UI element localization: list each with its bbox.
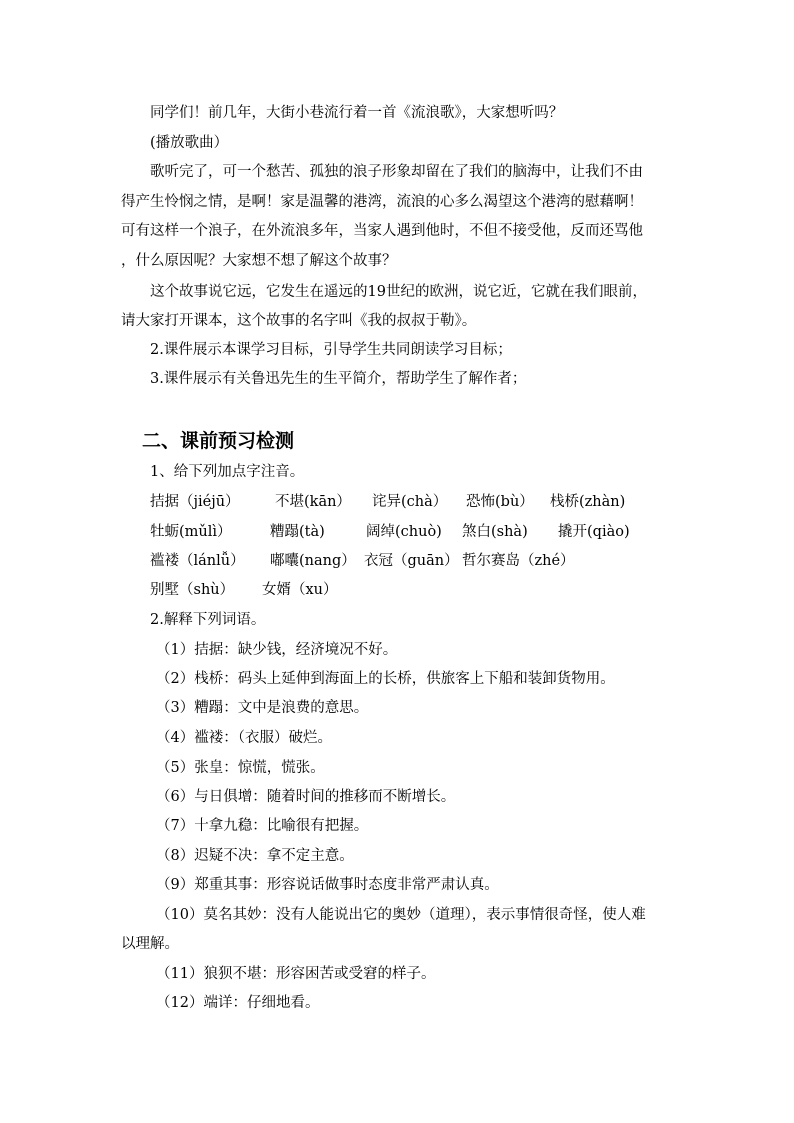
question-1: 1、给下列加点字注音。 xyxy=(150,464,305,480)
definition-item: （4）褴褛：（衣服）破烂。 xyxy=(156,730,332,746)
intro-step-3: 3.课件展示有关鲁迅先生的生平简介，帮助学生了解作者； xyxy=(150,371,527,387)
definition-item: （2）栈桥：码头上延伸到海面上的长桥，供旅客上下船和装卸货物用。 xyxy=(156,671,615,687)
pinyin-item: 褴褛（lánlǚ） xyxy=(150,553,245,569)
section-heading: 二、课前预习检测 xyxy=(142,430,295,452)
intro-paragraph-3-line-4: ，什么原因呢？大家想不想了解这个故事？ xyxy=(121,253,397,269)
pinyin-item: 拮据（jiéjū） xyxy=(150,494,240,510)
definition-item: （7）十拿九稳：比喻很有把握。 xyxy=(156,818,369,834)
pinyin-item: 糟蹋(tà) xyxy=(270,524,325,540)
pinyin-item: 诧异(chà） xyxy=(372,494,448,510)
definition-item: （3）糟蹋：文中是浪费的意思。 xyxy=(156,700,369,716)
pinyin-item: 牡蛎(mǔlì） xyxy=(150,524,232,540)
definition-item-10-line-1: （10）莫名其妙：没有人能说出它的奥妙（道理），表示事情很奇怪，使人难 xyxy=(156,907,646,923)
definition-item: （12）端详：仔细地看。 xyxy=(156,995,320,1011)
definition-item: （9）郑重其事：形容说话做事时态度非常严肃认真。 xyxy=(156,877,499,893)
intro-paragraph-3-line-2: 得产生怜悯之情，是啊！家是温馨的港湾，流浪的心多么渴望这个港湾的慰藉啊！ xyxy=(121,194,643,210)
intro-step-2: 2.课件展示本课学习目标，引导学生共同朗读学习目标； xyxy=(150,342,512,358)
intro-paragraph-3-line-3: 可有这样一个浪子，在外流浪多年，当家人遇到他时，不但不接受他，反而还骂他 xyxy=(121,223,643,239)
intro-paragraph-4-line-1: 这个故事说它远，它发生在遥远的19世纪的欧洲，说它近，它就在我们眼前， xyxy=(150,284,647,300)
definition-item: （11）狼狈不堪：形容困苦或受窘的样子。 xyxy=(156,966,436,982)
intro-paragraph-4-line-2: 请大家打开课本，这个故事的名字叫《我的叔叔于勒》。 xyxy=(121,313,477,329)
pinyin-item: 嘟囔(nang） xyxy=(270,553,356,569)
definition-item: （6）与日俱增：随着时间的推移而不断增长。 xyxy=(156,789,456,805)
pinyin-item: 别墅（shù） xyxy=(150,582,235,598)
intro-paragraph-3-line-1: 歌听完了，可一个愁苦、孤独的浪子形象却留在了我们的脑海中，让我们不由 xyxy=(150,164,643,180)
pinyin-item: 恐怖(bù） xyxy=(466,494,534,510)
question-2: 2.解释下列词语。 xyxy=(150,612,266,628)
pinyin-item: 哲尔赛岛（zhé） xyxy=(462,553,575,569)
definition-item: （5）张皇：惊慌，慌张。 xyxy=(156,760,325,776)
intro-paragraph-1: 同学们！前几年，大街小巷流行着一首《流浪歌》，大家想听吗？ xyxy=(150,105,564,121)
pinyin-item: 不堪(kān） xyxy=(275,494,351,510)
pinyin-item: 女婿（xu） xyxy=(262,582,338,598)
pinyin-item: 阔绰(chuò) xyxy=(366,524,442,540)
pinyin-item: 撬开(qiào) xyxy=(558,524,630,540)
definition-item: （1）拮据：缺少钱，经济境况不好。 xyxy=(156,642,398,658)
pinyin-item: 栈桥(zhàn) xyxy=(550,494,626,510)
definition-item-10-line-2: 以理解。 xyxy=(121,936,179,952)
pinyin-item: 衣冠（guān） xyxy=(364,553,459,569)
intro-paragraph-2: (播放歌曲） xyxy=(150,135,229,151)
pinyin-item: 煞白(shà) xyxy=(462,524,528,540)
definition-item: （8）迟疑不决：拿不定主意。 xyxy=(156,848,354,864)
